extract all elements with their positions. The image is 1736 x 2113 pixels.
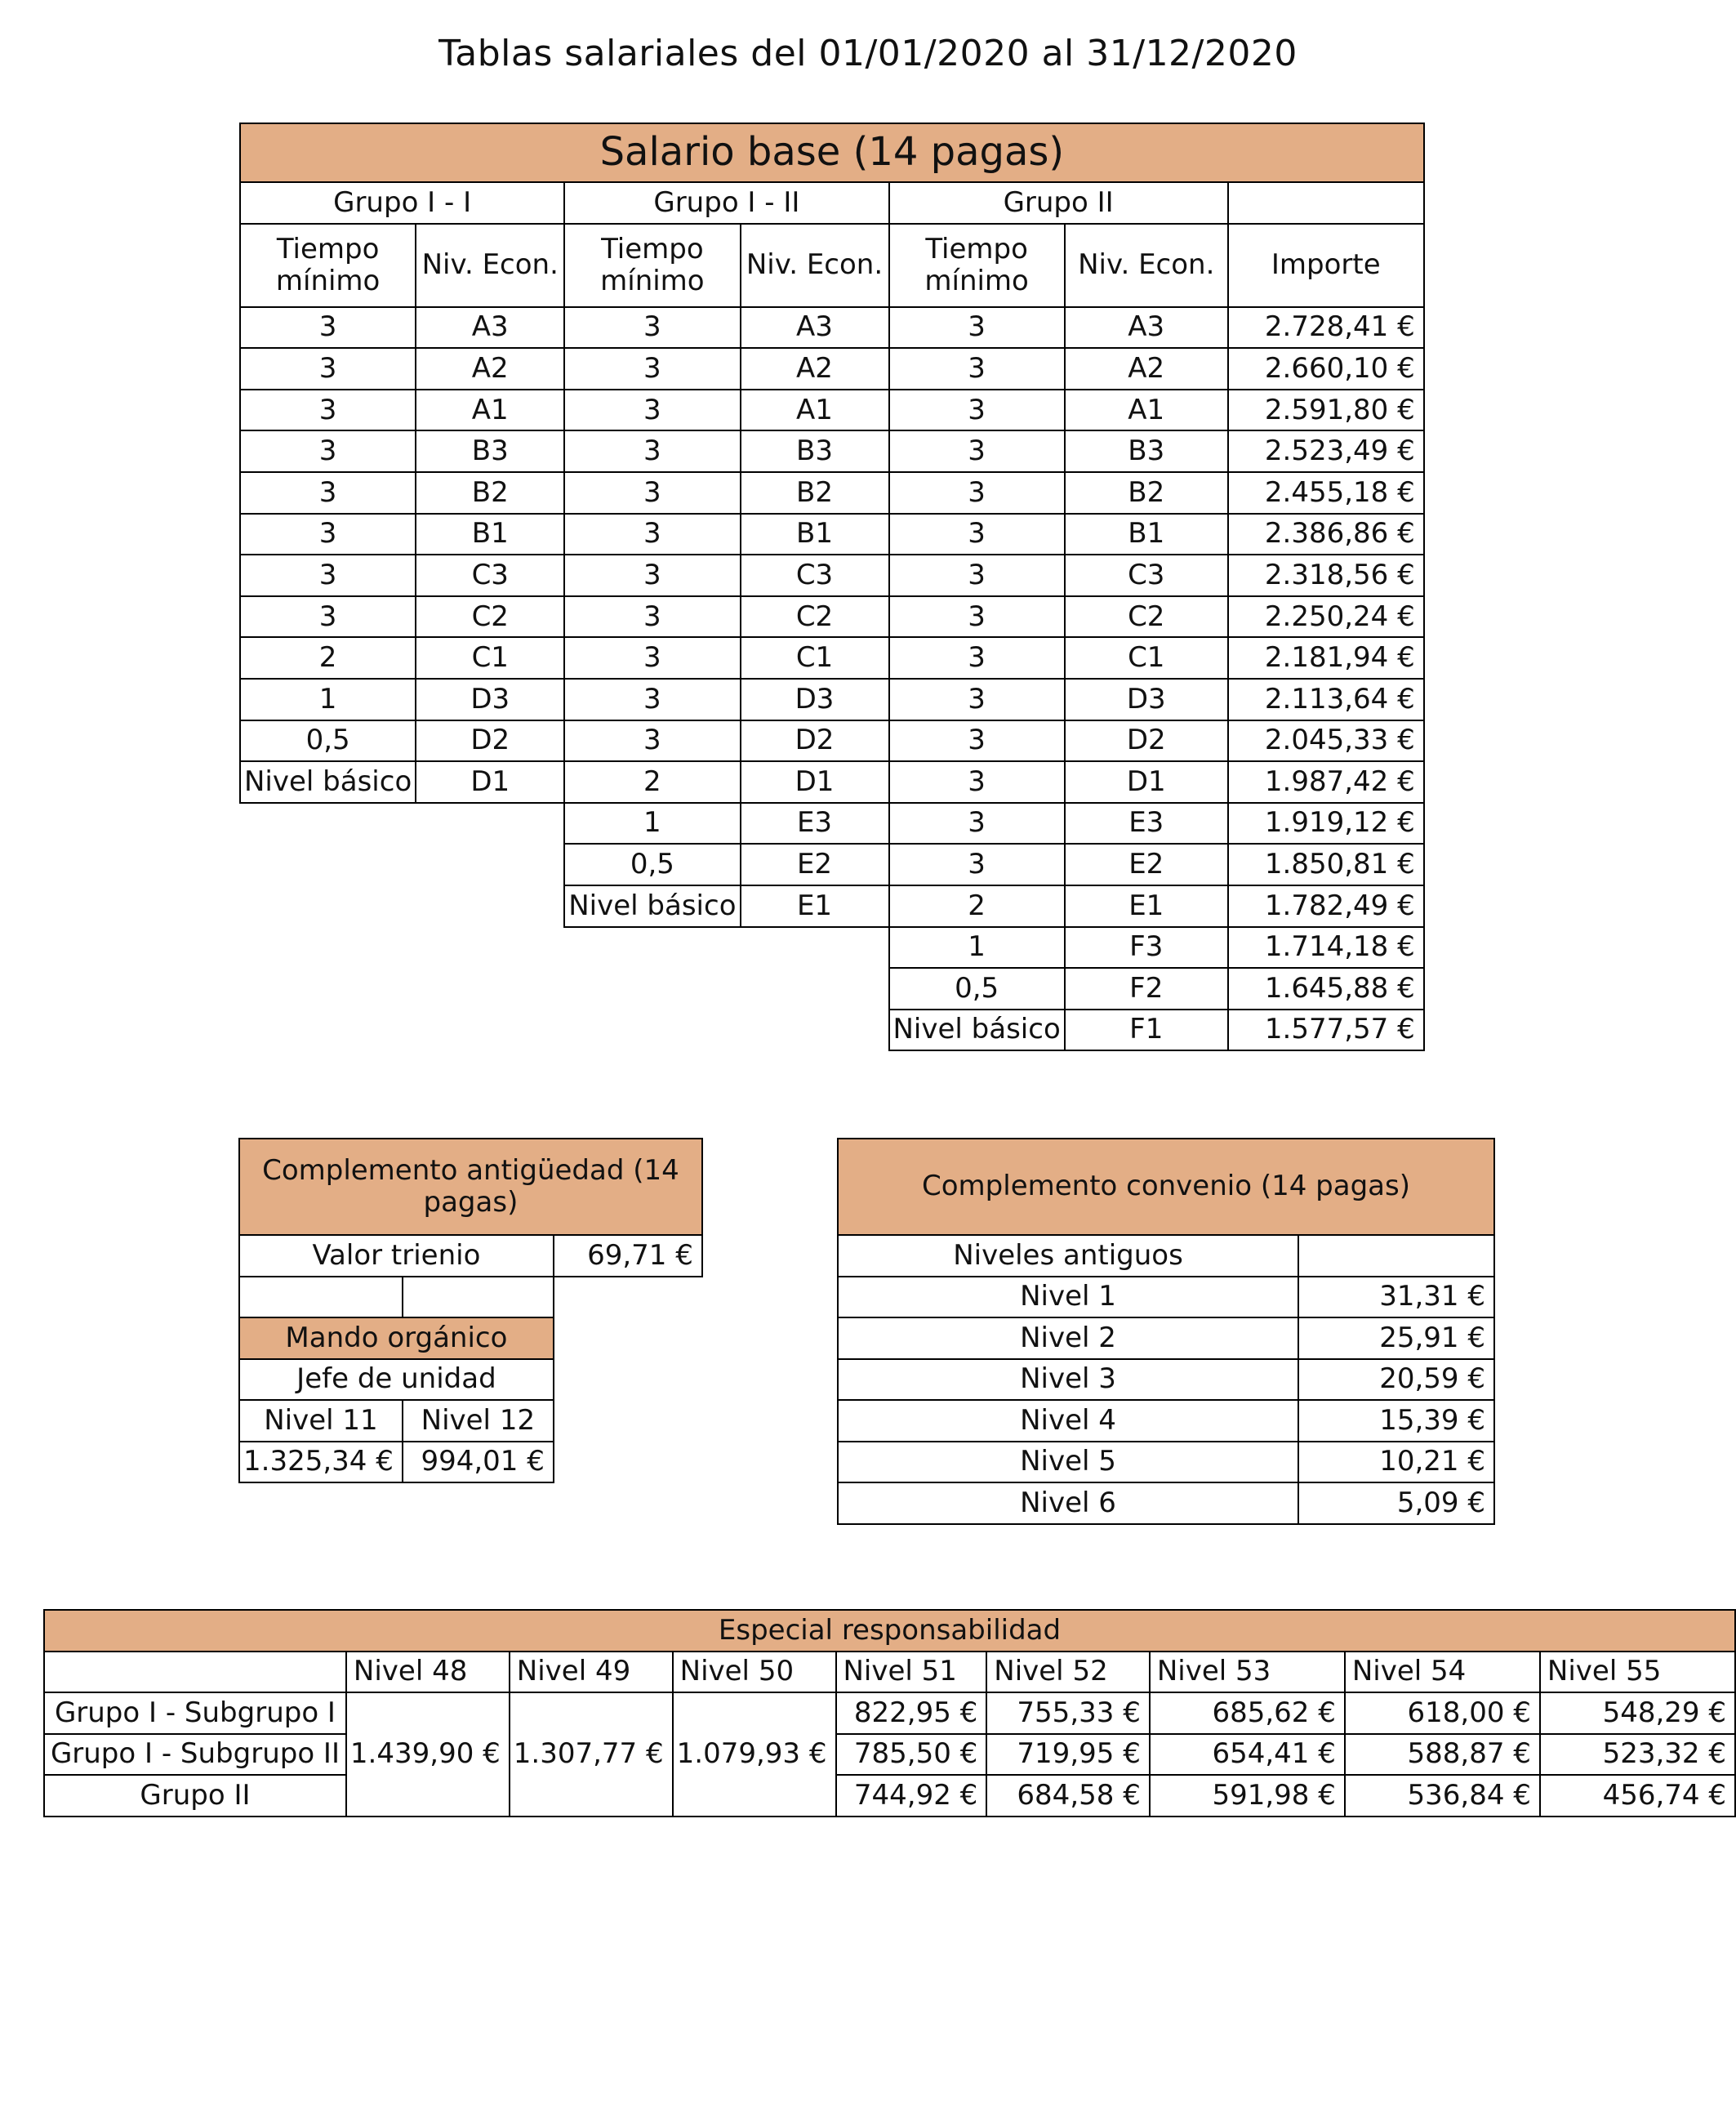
- salary-row: [240, 1010, 1424, 1051]
- nivel-cell: B2: [741, 472, 889, 514]
- nivel-cell: A1: [416, 390, 564, 431]
- nivel-cell: D3: [416, 679, 564, 720]
- convenio-value: 31,31 €: [1298, 1277, 1494, 1318]
- nivel-cell: E1: [1065, 885, 1228, 927]
- salary-row: [240, 761, 1424, 803]
- tiempo-cell: 3: [889, 803, 1065, 845]
- importe-cell: 2.728,41 €: [1228, 307, 1424, 349]
- merged-value: 1.439,90 €: [346, 1692, 510, 1817]
- nivel-cell: E2: [1065, 844, 1228, 885]
- level-header: Nivel 50: [673, 1652, 836, 1693]
- especial-row: [44, 1692, 1735, 1734]
- tiempo-cell: 3: [889, 844, 1065, 885]
- empty-cell: [741, 968, 889, 1010]
- empty-cell: [240, 803, 416, 845]
- group-label: Grupo I - Subgrupo II: [44, 1734, 346, 1776]
- tiempo-cell: 3: [889, 430, 1065, 472]
- tiempo-cell: Nivel básico: [889, 1010, 1065, 1051]
- convenio-row: [838, 1442, 1494, 1483]
- group-label: Grupo I - Subgrupo I: [44, 1692, 346, 1734]
- tiempo-cell: 3: [564, 514, 740, 555]
- empty-cell: [416, 885, 564, 927]
- empty-cell: [416, 844, 564, 885]
- mando-sub: Jefe de unidad: [239, 1359, 554, 1401]
- tiempo-cell: Nivel básico: [564, 885, 740, 927]
- empty-cell: [554, 1317, 702, 1359]
- convenio-table: [837, 1138, 1495, 1525]
- especial-value: 536,84 €: [1345, 1775, 1540, 1817]
- empty-cell: [240, 885, 416, 927]
- col-tiempo: Tiempo mínimo: [889, 224, 1065, 307]
- group-header: Grupo I - I: [240, 182, 564, 224]
- especial-value: 755,33 €: [986, 1692, 1150, 1734]
- convenio-value: 20,59 €: [1298, 1359, 1494, 1401]
- tiempo-cell: 1: [889, 927, 1065, 969]
- convenio-sub: Niveles antiguos: [838, 1235, 1298, 1277]
- tiempo-cell: 2: [889, 885, 1065, 927]
- convenio-level: Nivel 6: [838, 1482, 1298, 1524]
- importe-cell: 2.386,86 €: [1228, 514, 1424, 555]
- group-label: Grupo II: [44, 1775, 346, 1817]
- mando-header: Mando orgánico: [239, 1317, 554, 1359]
- nivel-cell: D3: [1065, 679, 1228, 720]
- level-header: Nivel 52: [986, 1652, 1150, 1693]
- tiempo-cell: 0,5: [889, 968, 1065, 1010]
- convenio-header: Complemento convenio (14 pagas): [838, 1139, 1494, 1235]
- empty-cell: [416, 803, 564, 845]
- empty-cell: [554, 1277, 702, 1318]
- tiempo-cell: 3: [240, 390, 416, 431]
- importe-cell: 2.318,56 €: [1228, 555, 1424, 596]
- salario-base-table: [239, 123, 1425, 1051]
- especial-value: 822,95 €: [836, 1692, 987, 1734]
- convenio-value: 5,09 €: [1298, 1482, 1494, 1524]
- antiguedad-header: Complemento antigüedad (14 pagas): [239, 1139, 702, 1235]
- nivel-cell: B2: [1065, 472, 1228, 514]
- salary-row: [240, 679, 1424, 720]
- col-nivel: Niv. Econ.: [741, 224, 889, 307]
- tiempo-cell: 3: [889, 472, 1065, 514]
- tiempo-cell: 3: [564, 390, 740, 431]
- especial-value: 785,50 €: [836, 1734, 987, 1776]
- empty-cell: [416, 968, 564, 1010]
- salary-row: [240, 720, 1424, 762]
- especial-value: 618,00 €: [1345, 1692, 1540, 1734]
- group-header: Grupo II: [889, 182, 1228, 224]
- salario-base-header: Salario base (14 pagas): [240, 123, 1424, 182]
- tiempo-cell: 3: [889, 555, 1065, 596]
- convenio-level: Nivel 4: [838, 1400, 1298, 1442]
- mando-value: 994,01 €: [403, 1442, 554, 1483]
- tiempo-cell: 3: [889, 596, 1065, 638]
- salary-row: [240, 307, 1424, 349]
- nivel-cell: C1: [416, 637, 564, 679]
- empty-cell: [741, 927, 889, 969]
- nivel-cell: D1: [741, 761, 889, 803]
- nivel-cell: C1: [741, 637, 889, 679]
- salary-row: [240, 844, 1424, 885]
- especial-value: 719,95 €: [986, 1734, 1150, 1776]
- nivel-cell: D1: [1065, 761, 1228, 803]
- tiempo-cell: 3: [240, 307, 416, 349]
- importe-cell: 2.181,94 €: [1228, 637, 1424, 679]
- empty-cell: [554, 1359, 702, 1401]
- empty-cell: [564, 1010, 740, 1051]
- tiempo-cell: 1: [564, 803, 740, 845]
- tiempo-cell: 3: [240, 430, 416, 472]
- antiguedad-table: [238, 1138, 703, 1483]
- nivel-cell: B2: [416, 472, 564, 514]
- especial-row: [44, 1734, 1735, 1776]
- tiempo-cell: 1: [240, 679, 416, 720]
- salary-row: [240, 472, 1424, 514]
- convenio-row: [838, 1359, 1494, 1401]
- nivel-cell: B1: [741, 514, 889, 555]
- importe-cell: 1.782,49 €: [1228, 885, 1424, 927]
- convenio-value: 10,21 €: [1298, 1442, 1494, 1483]
- salary-row: [240, 348, 1424, 390]
- convenio-row: [838, 1317, 1494, 1359]
- empty-cell: [564, 927, 740, 969]
- tiempo-cell: 3: [240, 472, 416, 514]
- empty-cell: [240, 968, 416, 1010]
- tiempo-cell: 3: [889, 761, 1065, 803]
- empty-cell: [416, 927, 564, 969]
- mando-level: Nivel 12: [403, 1400, 554, 1442]
- especial-value: 685,62 €: [1150, 1692, 1345, 1734]
- tiempo-cell: 3: [889, 348, 1065, 390]
- nivel-cell: C2: [1065, 596, 1228, 638]
- importe-cell: 1.577,57 €: [1228, 1010, 1424, 1051]
- col-nivel: Niv. Econ.: [416, 224, 564, 307]
- page-title: Tablas salariales del 01/01/2020 al 31/12/2020: [438, 33, 1298, 74]
- importe-cell: 1.850,81 €: [1228, 844, 1424, 885]
- level-header: Nivel 54: [1345, 1652, 1540, 1693]
- group-header: Grupo I - II: [564, 182, 888, 224]
- tiempo-cell: 0,5: [240, 720, 416, 762]
- tiempo-cell: 0,5: [564, 844, 740, 885]
- especial-value: 744,92 €: [836, 1775, 987, 1817]
- nivel-cell: C2: [741, 596, 889, 638]
- col-nivel: Niv. Econ.: [1065, 224, 1228, 307]
- empty-cell: [240, 927, 416, 969]
- convenio-value: 25,91 €: [1298, 1317, 1494, 1359]
- nivel-cell: A2: [1065, 348, 1228, 390]
- salary-row: [240, 390, 1424, 431]
- importe-cell: 2.591,80 €: [1228, 390, 1424, 431]
- nivel-cell: B1: [416, 514, 564, 555]
- nivel-cell: E2: [741, 844, 889, 885]
- tiempo-cell: 3: [889, 637, 1065, 679]
- mando-value: 1.325,34 €: [239, 1442, 403, 1483]
- level-header: Nivel 55: [1540, 1652, 1735, 1693]
- empty-cell: [1298, 1235, 1494, 1277]
- nivel-cell: A2: [741, 348, 889, 390]
- empty-cell: [564, 968, 740, 1010]
- tiempo-cell: 3: [564, 307, 740, 349]
- tiempo-cell: Nivel básico: [240, 761, 416, 803]
- tiempo-cell: 3: [564, 679, 740, 720]
- nivel-cell: D3: [741, 679, 889, 720]
- empty-cell: [44, 1652, 346, 1693]
- salary-row: [240, 803, 1424, 845]
- tiempo-cell: 3: [240, 514, 416, 555]
- empty-cell: [240, 844, 416, 885]
- tiempo-cell: 3: [564, 555, 740, 596]
- nivel-cell: F1: [1065, 1010, 1228, 1051]
- importe-cell: 2.660,10 €: [1228, 348, 1424, 390]
- trienio-value: 69,71 €: [554, 1235, 702, 1277]
- level-header: Nivel 49: [510, 1652, 673, 1693]
- salary-row: [240, 968, 1424, 1010]
- tiempo-cell: 3: [564, 348, 740, 390]
- merged-value: 1.079,93 €: [673, 1692, 836, 1817]
- level-header: Nivel 51: [836, 1652, 987, 1693]
- nivel-cell: A1: [741, 390, 889, 431]
- nivel-cell: C2: [416, 596, 564, 638]
- tiempo-cell: 3: [564, 430, 740, 472]
- tiempo-cell: 3: [889, 390, 1065, 431]
- importe-cell: 2.250,24 €: [1228, 596, 1424, 638]
- especial-levels-row: [44, 1652, 1735, 1693]
- tiempo-cell: 2: [240, 637, 416, 679]
- tiempo-cell: 2: [564, 761, 740, 803]
- tiempo-cell: 3: [564, 720, 740, 762]
- nivel-cell: A3: [416, 307, 564, 349]
- empty-cell: [240, 1010, 416, 1051]
- tiempo-cell: 3: [889, 514, 1065, 555]
- convenio-row: [838, 1400, 1494, 1442]
- importe-cell: 2.045,33 €: [1228, 720, 1424, 762]
- nivel-cell: A1: [1065, 390, 1228, 431]
- especial-value: 548,29 €: [1540, 1692, 1735, 1734]
- importe-cell: 1.714,18 €: [1228, 927, 1424, 969]
- nivel-cell: D2: [1065, 720, 1228, 762]
- tiempo-cell: 3: [889, 679, 1065, 720]
- especial-row: [44, 1775, 1735, 1817]
- salary-row: [240, 637, 1424, 679]
- convenio-row: [838, 1277, 1494, 1318]
- tiempo-cell: 3: [564, 596, 740, 638]
- nivel-cell: B3: [741, 430, 889, 472]
- nivel-cell: B3: [1065, 430, 1228, 472]
- importe-cell: 2.523,49 €: [1228, 430, 1424, 472]
- convenio-level: Nivel 3: [838, 1359, 1298, 1401]
- nivel-cell: D1: [416, 761, 564, 803]
- nivel-cell: F3: [1065, 927, 1228, 969]
- level-header: Nivel 53: [1150, 1652, 1345, 1693]
- empty-cell: [403, 1277, 554, 1318]
- especial-value: 456,74 €: [1540, 1775, 1735, 1817]
- nivel-cell: B3: [416, 430, 564, 472]
- empty-cell: [554, 1400, 702, 1442]
- salary-row: [240, 596, 1424, 638]
- empty-cell: [416, 1010, 564, 1051]
- importe-cell: 2.113,64 €: [1228, 679, 1424, 720]
- empty-cell: [239, 1277, 403, 1318]
- especial-value: 591,98 €: [1150, 1775, 1345, 1817]
- especial-value: 684,58 €: [986, 1775, 1150, 1817]
- especial-value: 654,41 €: [1150, 1734, 1345, 1776]
- convenio-value: 15,39 €: [1298, 1400, 1494, 1442]
- mando-level: Nivel 11: [239, 1400, 403, 1442]
- nivel-cell: B1: [1065, 514, 1228, 555]
- importe-cell: 2.455,18 €: [1228, 472, 1424, 514]
- level-header: Nivel 48: [346, 1652, 510, 1693]
- especial-header: Especial responsabilidad: [44, 1610, 1735, 1652]
- tiempo-cell: 3: [564, 472, 740, 514]
- salary-row: [240, 514, 1424, 555]
- nivel-cell: F2: [1065, 968, 1228, 1010]
- tiempo-cell: 3: [240, 348, 416, 390]
- empty-cell: [1228, 182, 1424, 224]
- nivel-cell: A3: [1065, 307, 1228, 349]
- trienio-label: Valor trienio: [239, 1235, 554, 1277]
- nivel-cell: A3: [741, 307, 889, 349]
- nivel-cell: D2: [741, 720, 889, 762]
- salary-row: [240, 555, 1424, 596]
- especial-table: [43, 1609, 1736, 1817]
- tiempo-cell: 3: [564, 637, 740, 679]
- nivel-cell: C1: [1065, 637, 1228, 679]
- nivel-cell: C3: [741, 555, 889, 596]
- tiempo-cell: 3: [240, 555, 416, 596]
- col-tiempo: Tiempo mínimo: [240, 224, 416, 307]
- tiempo-cell: 3: [889, 307, 1065, 349]
- nivel-cell: C3: [1065, 555, 1228, 596]
- especial-value: 588,87 €: [1345, 1734, 1540, 1776]
- convenio-level: Nivel 5: [838, 1442, 1298, 1483]
- tiempo-cell: 3: [240, 596, 416, 638]
- nivel-cell: E3: [741, 803, 889, 845]
- salary-row: [240, 927, 1424, 969]
- merged-value: 1.307,77 €: [510, 1692, 673, 1817]
- convenio-level: Nivel 1: [838, 1277, 1298, 1318]
- nivel-cell: E3: [1065, 803, 1228, 845]
- empty-cell: [554, 1442, 702, 1483]
- salary-row: [240, 885, 1424, 927]
- especial-value: 523,32 €: [1540, 1734, 1735, 1776]
- salary-row: [240, 430, 1424, 472]
- importe-cell: 1.645,88 €: [1228, 968, 1424, 1010]
- empty-cell: [741, 1010, 889, 1051]
- col-importe: Importe: [1228, 224, 1424, 307]
- nivel-cell: C3: [416, 555, 564, 596]
- convenio-level: Nivel 2: [838, 1317, 1298, 1359]
- convenio-row: [838, 1482, 1494, 1524]
- nivel-cell: D2: [416, 720, 564, 762]
- importe-cell: 1.987,42 €: [1228, 761, 1424, 803]
- nivel-cell: A2: [416, 348, 564, 390]
- tiempo-cell: 3: [889, 720, 1065, 762]
- importe-cell: 1.919,12 €: [1228, 803, 1424, 845]
- col-tiempo: Tiempo mínimo: [564, 224, 740, 307]
- nivel-cell: E1: [741, 885, 889, 927]
